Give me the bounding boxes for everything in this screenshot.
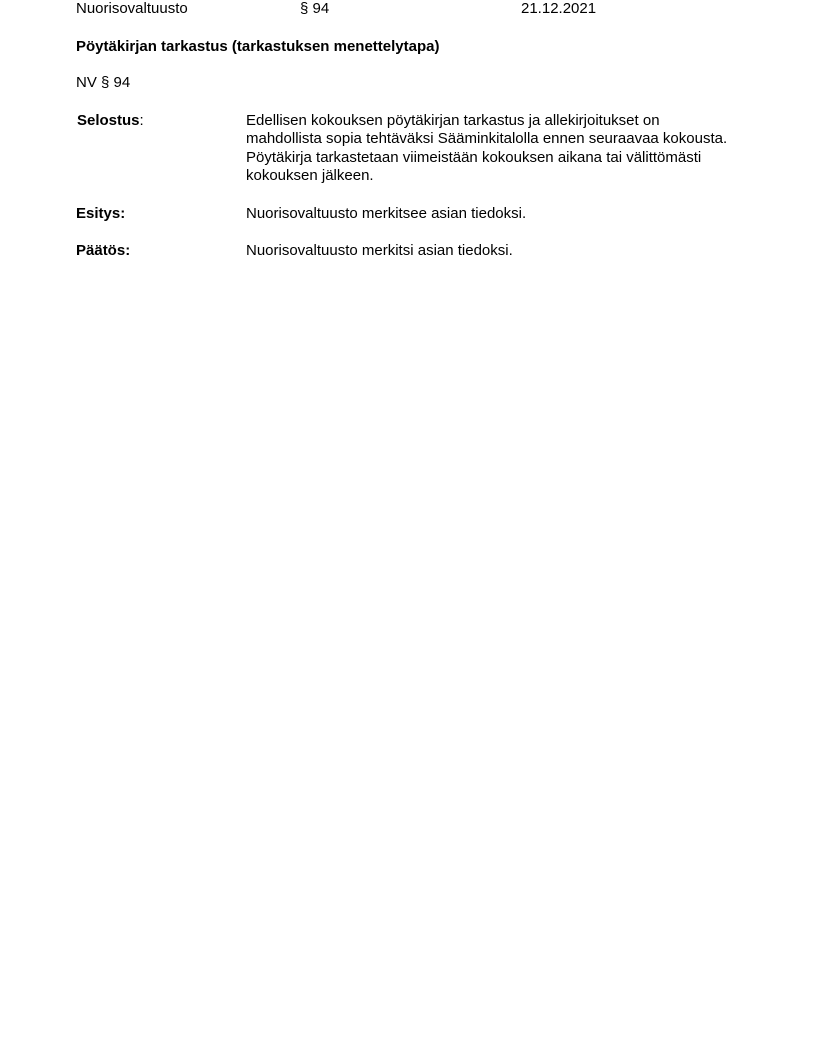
page-header (0, 0, 816, 20)
selostus-label (77, 112, 144, 130)
header-organization: Nuorisovaltuusto (76, 0, 188, 17)
paatos-label: Päätös: (76, 242, 131, 259)
paragraph-reference: NV § 94 (76, 74, 131, 91)
selostus-label-suffix: : (139, 112, 144, 129)
header-paragraph: § 94 (300, 0, 330, 17)
paatos-text: Nuorisovaltuusto merkitsi asian tiedoksi. (246, 242, 513, 259)
selostus-label-bold: Selostus (77, 112, 140, 129)
selostus-text: Edellisen kokouksen pöytäkirjan tarkastus ja allekirjoitukset on mahdollista sopia tehtäväksi Sääminkitalolla ennen seuraavaa kokousta. Pöytäkirja tarkastetaan viimeistään kokouksen aikana tai välittömästi kokouksen jälkeen. (246, 112, 728, 184)
esitys-label: Esitys: (76, 205, 126, 222)
header-date: 21.12.2021 (521, 0, 597, 17)
document-title: Pöytäkirjan tarkastus (tarkastuksen menettelytapa) (76, 38, 440, 55)
esitys-text: Nuorisovaltuusto merkitsee asian tiedoksi. (246, 205, 527, 222)
